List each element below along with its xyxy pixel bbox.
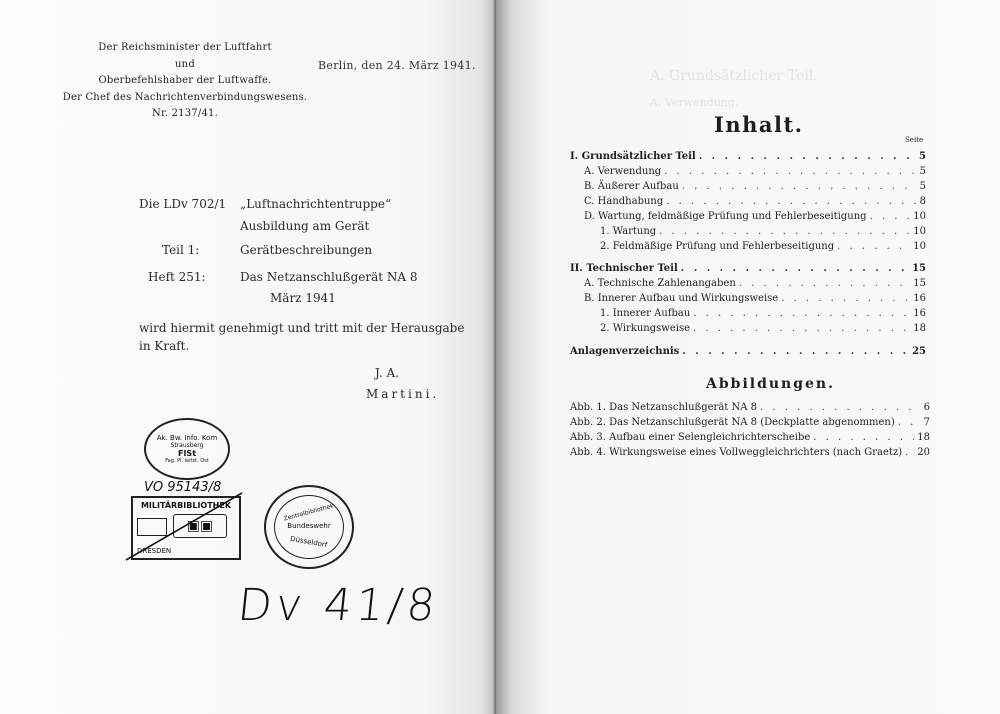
stamp-text: FISt — [177, 449, 197, 458]
library-logo-icon: ▣▣ — [173, 514, 227, 538]
figure-row: Abb. 1. Das Netzanschlußgerät NA 8 . . . 6 — [570, 401, 930, 415]
figure-row: Abb. 2. Das Netzanschlußgerät NA 8 (Deckplatte abgenommen) . . . 7 — [570, 416, 930, 430]
teil-value: Gerätbeschreibungen — [240, 243, 373, 257]
figures-title: Abbildungen. — [706, 376, 835, 392]
stamp-ring-text: Zentralbibliothek — [283, 501, 335, 523]
approval-line: wird hiermit genehmigt und tritt mit der Herausgabe — [139, 321, 465, 335]
toc-row: A. Technische Zahlenangaben . . . 15 — [584, 277, 926, 291]
inventory-number: VO 95143/8 — [144, 480, 222, 495]
institution-stamp — [144, 418, 230, 480]
header-line: Nr. 2137/41. — [152, 108, 218, 119]
library-stamp-city: DRESDEN — [137, 547, 172, 555]
header-line: Oberbefehlshaber der Luftwaffe. — [98, 75, 272, 86]
toc-row: I. Grundsätzlicher Teil . . . 5 — [570, 150, 926, 164]
header-line: und — [175, 58, 195, 70]
toc-row: Anlagenverzeichnis . . . 25 — [570, 345, 926, 359]
handwritten-shelfmark: Dv 41/8 — [235, 580, 442, 631]
toc-row: B. Innerer Aufbau und Wirkungsweise . . . 16 — [584, 292, 926, 306]
header-line: Der Reichsminister der Luftfahrt — [98, 42, 272, 53]
library-stamp-title: MILITÄRBIBLIOTHEK — [140, 501, 232, 510]
approval-line: in Kraft. — [139, 339, 190, 353]
book-spread: Der Reichsminister der Luftfahrt und Oberbefehlshaber der Luftwaffe. Der Chef des Nachrichtenverbindungswesens. Nr. 2137/41. Berlin, den 24. März 1941. Die LDv 702/1 „Luftnachrichtentruppe“ Ausbildung am Gerät Teil 1: Gerätbeschreibungen Heft 251: Das Netzanschlußgerät NA 8 März 1941 wird hiermit genehmigt und tritt mit der Herausgabe in Kraft. J. A. Martini. Ak. Bw. Info. Kom Strausberg FISt Fag. Pl. leitst. Ost VO 95143/8 MILITÄRBIBLIOTHEK ▣▣ DRESDEN Zentralbibliothek Bundeswehr Düsseldorf Dv 41/8 A. Grundsätzlicher Teil. A. Verwendung. Inhalt. Seite I. Grundsätzlicher Teil . . . 5 A. Verwendung . . . 5 B. Äußerer Aufbau . . . 5 C. Handhabung . . . 8 D. Wartung, feldmäßige Prüfung und Fehlerbeseitigung . . . 10 1. Wartung . . . 10 2. Feldmäßige Prüfung und Fehlerbeseitigung . . . 10 II. Technischer Teil . . . 15 A. Technische Zahlenangaben . . . 15 B. Innerer Aufbau und Wirkungsweise . . . 16 1. Innerer Aufbau . . . 16 2. Wirkungsweise . . . 18 Anlagenverzeichnis . . . 25 Abbildungen. Abb. 1. Das Netzanschlußgerät NA 8 . . . 6 Abb. 2. Das Netzanschlußgerät NA 8 (Deckplatte abgenommen) . . . 7 Abb. 3. Aufbau einer Selengleichrichterscheibe . . . 18 Abb. 4. Wirkungsweise eines Vollweggleichrichters (nach Graetz) . . . 20 — [0, 0, 1000, 714]
stamp-text: Fag. Pl. leitst. Ost — [165, 458, 209, 464]
ldv-subtitle: Ausbildung am Gerät — [240, 219, 370, 233]
toc-row: 1. Wartung . . . 10 — [600, 225, 926, 239]
ldv-title: „Luftnachrichtentruppe“ — [240, 197, 392, 211]
figure-row: Abb. 3. Aufbau einer Selengleichrichterscheibe . . . 18 — [570, 431, 930, 445]
toc-row: A. Verwendung . . . 5 — [584, 165, 926, 179]
central-library-stamp — [264, 485, 354, 569]
stamp-text: Ak. Bw. Info. Kom — [156, 434, 218, 442]
toc-row: D. Wartung, feldmäßige Prüfung und Fehlerbeseitigung . . . 10 — [584, 210, 926, 224]
heft-value: Das Netzanschlußgerät NA 8 — [240, 270, 418, 284]
issuer-header — [60, 40, 310, 123]
toc-row: 1. Innerer Aufbau . . . 16 — [600, 307, 926, 321]
document-date: Berlin, den 24. März 1941. — [318, 59, 476, 72]
toc-row: C. Handhabung . . . 8 — [584, 195, 926, 209]
heft-date: März 1941 — [270, 291, 336, 305]
stamp-center-text: Bundeswehr — [287, 521, 331, 530]
toc-row: 2. Wirkungsweise . . . 18 — [600, 322, 926, 336]
figure-row: Abb. 4. Wirkungsweise eines Vollweggleichrichters (nach Graetz) . . . 20 — [570, 446, 930, 460]
toc-row: 2. Feldmäßige Prüfung und Fehlerbeseitigung . . . 10 — [600, 240, 926, 254]
toc-row: B. Äußerer Aufbau . . . 5 — [584, 180, 926, 194]
toc-row: II. Technischer Teil . . . 15 — [570, 262, 926, 276]
header-line: Der Chef des Nachrichtenverbindungswesens. — [62, 91, 308, 103]
signature-prefix: J. A. — [375, 366, 399, 380]
strike-line — [120, 485, 250, 565]
left-page — [0, 0, 496, 714]
ldv-label: Die LDv 702/1 — [139, 197, 227, 211]
page-column-label: Seite — [905, 136, 924, 144]
stamp-text: Strausberg — [170, 442, 204, 449]
stamp-city-text: Düsseldorf — [289, 534, 329, 549]
teil-label: Teil 1: — [162, 243, 200, 257]
heft-label: Heft 251: — [148, 270, 206, 284]
signature-name: Martini. — [366, 387, 440, 401]
toc-title: Inhalt. — [714, 112, 804, 137]
